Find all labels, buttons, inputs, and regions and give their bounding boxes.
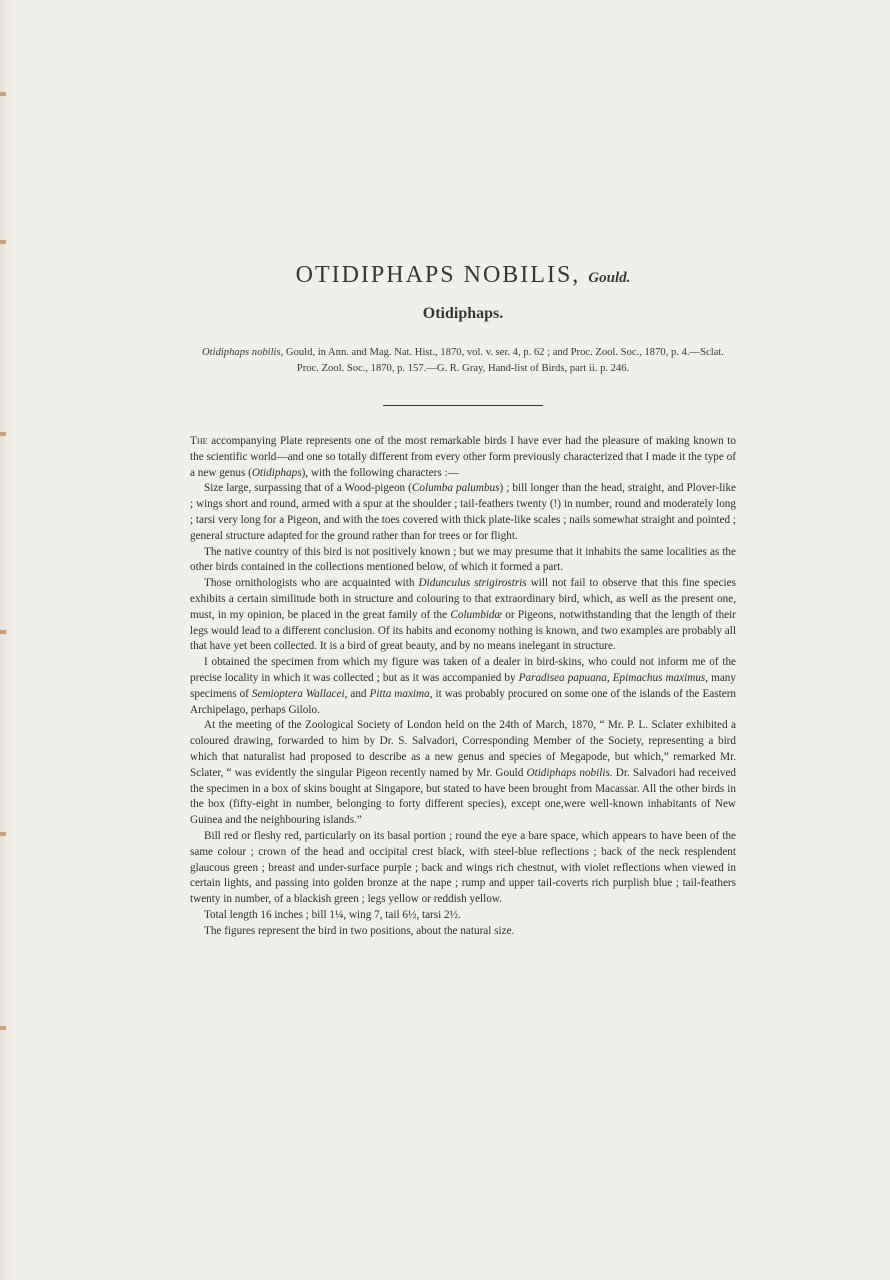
text-run: or Pigeons, notwithstanding that the length of their legs would lead to a different conclusion. Of its habits and economy nothing is known, and two examples are probably all that have yet been collected. It is a bird of great beauty, and by no means inelegant in structure. xyxy=(190,608,736,653)
edge-stain xyxy=(0,1026,6,1030)
text-run: ) ; bill longer than the head, straight, and Plover-like ; wings short and round, armed with a spur at the shoulder ; tail-feathers twenty (!) in number, round and moderately long ; tarsi very long for a Pigeon, and with the toes covered with thick plate-like scales ; nails somewhat straight and pointed ; general structure adapted for the ground rather than for trees or for flight. xyxy=(190,482,737,542)
paragraph-specimen xyxy=(190,655,736,718)
paragraph-measurements xyxy=(190,908,736,924)
synonymy-text: Gould, in Ann. and Mag. Nat. Hist., 1870, vol. v. ser. 4, p. 62 ; and Proc. Zool. Soc., 1870, p. 4.—Sclat. Proc. Zool. Soc., 1870, p. 157.—G. R. Gray, Hand-list of Birds, part ii. p. 246. xyxy=(283,347,724,374)
drop-word: The xyxy=(190,435,208,447)
edge-stain xyxy=(0,240,6,244)
text-run: Bill red or fleshy red, particularly on its basal portion ; round the eye a bare space, which appears to have been of the same colour ; crown of the head and occipital crest black, with steel-blue reflections ; back of the neck resplendent glaucous green ; breast and under-surface purple ; back and wings rich chestnut, with violet reflections when viewed in certain lights, and passing into golden bronze at the nape ; rump and upper tail-coverts rich purplish blue ; tail-feathers twenty in number, of a blackish green ; legs yellow or reddish yellow. xyxy=(190,829,736,906)
italic-run: Paradisea papuana, Epimachus maximus, xyxy=(518,671,709,684)
italic-run: Columbidæ xyxy=(450,608,502,621)
paragraph-figures xyxy=(190,924,736,940)
text-run: it was probably procured on some one of the islands of the Eastern Archipelago, perhaps Gilolo. xyxy=(190,687,737,716)
edge-stain xyxy=(0,832,6,836)
page-binding-edge xyxy=(0,0,14,1280)
italic-run: Columba palumbus xyxy=(411,482,500,495)
edge-stain xyxy=(0,630,6,634)
text-run: Total length 16 inches ; bill 1¼, wing 7, tail 6½, tarsi 2½. xyxy=(204,908,461,921)
text-run: The figures represent the bird in two positions, about the natural size. xyxy=(204,924,515,937)
description-text xyxy=(190,434,736,940)
species-name: OTIDIPHAPS NOBILIS, xyxy=(295,262,581,288)
paragraph-plumage xyxy=(190,829,736,908)
italic-run: Pitta maxima, xyxy=(369,687,433,700)
text-run: many specimens of xyxy=(190,671,736,700)
synonymy-name: Otidiphaps nobilis, xyxy=(202,347,284,358)
italic-run: Didunculus strigirostris xyxy=(418,577,527,590)
text-run: The native country of this bird is not positively known ; but we may presume that it inhabits the same localities as the other birds contained in the collections mentioned below, of which it formed a part. xyxy=(190,545,736,574)
synonymy-references xyxy=(190,345,736,377)
text-run: Size large, surpassing that of a Wood-pigeon ( xyxy=(204,482,412,495)
text-run: Those ornithologists who are acquainted with xyxy=(204,577,419,590)
paragraph-native-country xyxy=(190,545,736,577)
italic-run: Semioptera Wallacei, xyxy=(251,687,348,700)
genus-subtitle: Otidiphaps. xyxy=(422,305,504,322)
paragraph-affinities xyxy=(190,576,736,655)
text-run: ), with the following characters :— xyxy=(301,466,459,479)
paragraph-intro xyxy=(190,434,736,481)
text-run: I obtained the specimen from which my figure was taken of a dealer in bird-skins, who could not inform me of the precise locality in which it was collected ; but as it was accompanied by xyxy=(190,656,736,684)
text-run: will not fail to observe that this fine species exhibits a certain similitude both in structure and colouring to that extraordinary bird, which, as well as the present one, must, in my opinion, be placed in the great family of the xyxy=(190,577,736,621)
italic-run: Otidiphaps nobilis. xyxy=(526,766,613,779)
species-title xyxy=(190,262,736,289)
italic-run: Otidiphaps xyxy=(251,466,302,479)
text-run: accompanying Plate represents one of the most remarkable birds I have ever had the pleasure of making known to the scientific world—and one so totally different from every other form previously characterized that I made it the type of a new genus ( xyxy=(190,435,736,479)
text-run: and xyxy=(347,687,370,700)
edge-stain xyxy=(0,92,6,96)
document-body xyxy=(190,262,736,940)
text-run: Dr. Salvadori had received the specimen in a box of skins bought at Singapore, but stated to have been brought from Macassar. All the other birds in the box (fifty-eight in number, belonging to forty different species), except one,were well-known inhabitants of New Guinea and the neighbouring islands.” xyxy=(190,766,737,827)
edge-stain xyxy=(0,432,6,436)
paragraph-meeting xyxy=(190,718,736,829)
text-run: At the meeting of the Zoological Society of London held on the 24th of March, 1870, “ Mr. P. L. Sclater exhibited a coloured drawing, forwarded to him by Dr. S. Salvadori, Corresponding Member of the Society, representing a bird which that naturalist had proposed to describe as a new genus and species of Megapode, but which,” remarked Mr. Sclater, “ was evidently the singular Pigeon recently named by Mr. Gould xyxy=(190,719,736,779)
section-divider xyxy=(383,405,543,406)
paragraph-characters xyxy=(190,481,736,544)
species-author: Gould. xyxy=(588,270,631,286)
